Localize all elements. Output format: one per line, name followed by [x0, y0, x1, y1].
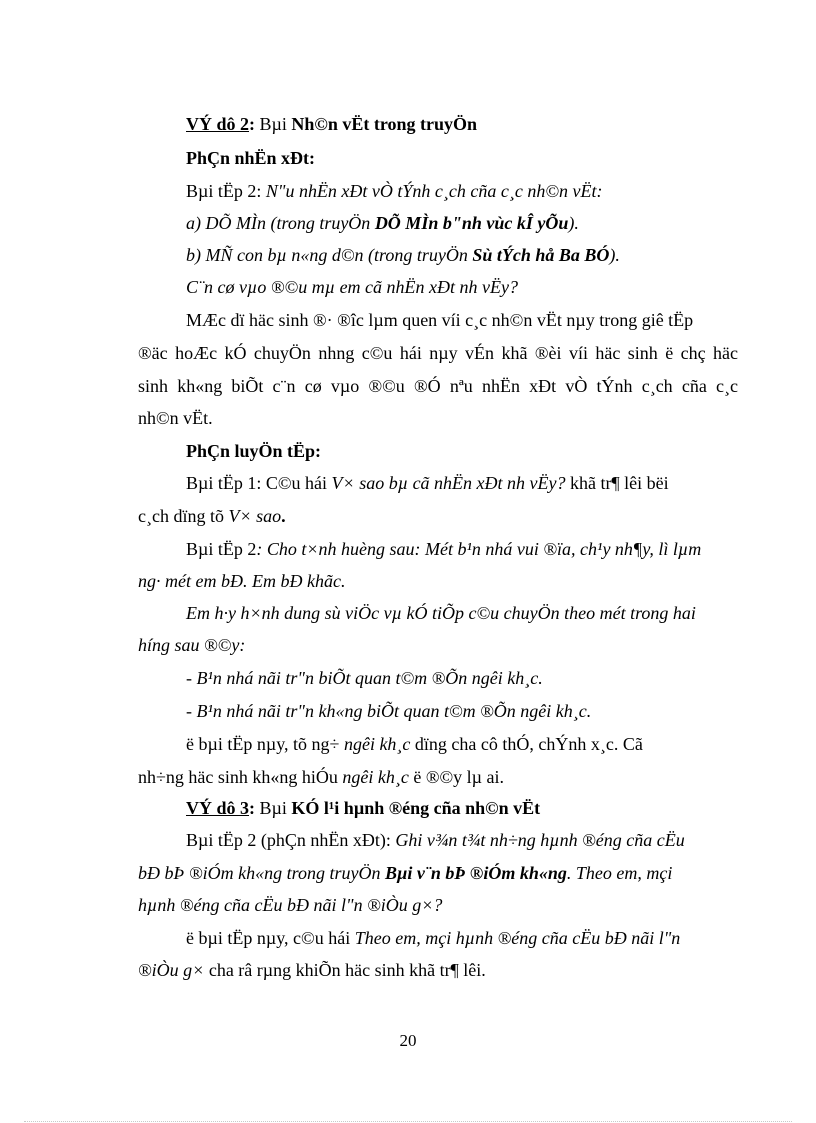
text-run: Bµi v¨n bÞ ®iÓm kh«ng [385, 863, 567, 883]
text-run: Bµi tËp 2: [186, 181, 266, 201]
text-run: ). [568, 213, 579, 233]
text-run: Bµi tËp 1: C©u hái [186, 473, 332, 493]
text-run: bÐ bÞ ®iÓm kh«ng trong truyÖn [138, 863, 385, 883]
text-run: - B¹n nhá nãi tr"n kh«ng biÕt quan t©m ®Õn ngêi kh¸c. [186, 701, 592, 721]
text-run: Bµi [259, 798, 292, 818]
text-run: N"u nhËn xÐt vÒ tÝnh c¸ch cña c¸c nh©n vËt: [265, 181, 603, 201]
paragraph-line [186, 926, 680, 950]
paragraph-line [138, 633, 245, 657]
text-run: dïng cha cô thÓ, chÝnh x¸c. Cã [410, 734, 643, 754]
paragraph-line [186, 732, 643, 756]
paragraph-line [138, 341, 738, 365]
text-run: nh÷ng häc sinh kh«ng hiÓu [138, 767, 343, 787]
page-number: 20 [399, 1031, 417, 1050]
paragraph-line [138, 374, 738, 398]
text-run: ®äc hoÆc kÓ chuyÖn nhng c©u hái nµy vÉn khã ®èi víi häc sinh ë chç häc [138, 343, 738, 363]
text-run: Sù tÝch hå Ba BÓ [472, 245, 610, 265]
text-run: DÕ MÌn b"nh vùc kÎ yÕu [374, 213, 569, 233]
text-run: ng· mét em bÐ. Em bÐ khãc. [138, 571, 346, 591]
text-run: - B¹n nhá nãi tr"n biÕt quan t©m ®Õn ngêi kh¸c. [186, 668, 543, 688]
text-run: c¸ch dïng tõ [138, 506, 229, 526]
text-run: ë bµi tËp nµy, c©u hái [186, 928, 355, 948]
paragraph-line [138, 861, 672, 885]
text-run: . Theo em, mçi [566, 863, 673, 883]
text-run: : [249, 114, 260, 134]
text-run: VÝ dô 2 [186, 114, 250, 134]
list-item [186, 699, 591, 723]
text-run: Em h·y h×nh dung sù viÖc vµ kÓ tiÕp c©u chuyÖn theo mét trong hai [186, 603, 696, 623]
list-item [186, 666, 543, 690]
paragraph-line [138, 958, 486, 982]
text-run: Bµi tËp 2 (phÇn nhËn xÐt): [186, 830, 396, 850]
text-run: nh©n vËt. [138, 408, 213, 428]
text-run: . [281, 506, 286, 526]
text-run: khã tr¶ lêi bëi [565, 473, 669, 493]
text-run: híng sau ®©y: [138, 635, 246, 655]
section-practice-heading [186, 439, 321, 463]
text-run: ngêi kh¸c [342, 767, 409, 787]
text-run: cha râ rµng khiÕn häc sinh khã tr¶ lêi. [204, 960, 486, 980]
example-2-heading [186, 112, 477, 136]
text-run: Nh©n vËt trong truyÖn [291, 114, 478, 134]
text-run: VÝ dô 3 [186, 798, 250, 818]
text-run: ®iÒu g× [138, 960, 205, 980]
text-run: MÆc dï häc sinh ®· ®îc lµm quen víi c¸c nh©n vËt nµy trong giê tËp [186, 310, 694, 330]
paragraph-line [138, 569, 345, 593]
paragraph-line [186, 601, 696, 625]
text-run: ë ®©y lµ ai. [408, 767, 505, 787]
text-run: Bµi tËp 2 [186, 539, 257, 559]
text-run: ). [609, 245, 620, 265]
exercise-line [186, 211, 579, 235]
paragraph-line [186, 828, 685, 852]
footer-divider [24, 1121, 792, 1122]
paragraph-line [138, 765, 504, 789]
paragraph-line [138, 504, 286, 528]
example-3-heading [186, 796, 540, 820]
text-run: sinh kh«ng biÕt c¨n cø vµo ®©u ®Ó nªu nhËn xÐt vÒ tÝnh c¸ch cña c¸c [138, 376, 738, 396]
text-run: : [249, 798, 260, 818]
text-run: Theo em, mçi hµnh ®éng cña cËu bÐ nãi l"n [354, 928, 681, 948]
text-run: Ghi v¾n t¾t nh÷ng hµnh ®éng cña cËu [395, 830, 685, 850]
text-run: : Cho t×nh huèng sau: Mét b¹n nhá vui ®ïa, ch¹y nh¶y, lì lµm [256, 539, 702, 559]
exercise-line [186, 275, 518, 299]
text-run: C¨n cø vµo ®©u mµ em cã nhËn xÐt nh vËy? [186, 277, 519, 297]
text-run: b) MÑ con bµ n«ng d©n (trong truyÖn [186, 245, 473, 265]
section-observation-heading [186, 146, 315, 170]
text-run: hµnh ®éng cña cËu bÐ nãi l"n ®iÒu g×? [138, 895, 443, 915]
text-run: Bµi [259, 114, 292, 134]
paragraph-line [186, 308, 693, 332]
paragraph-line [138, 406, 213, 430]
text-run: PhÇn luyÖn tËp: [186, 441, 322, 461]
exercise-line [186, 179, 603, 203]
text-run: V× sao bµ cã nhËn xÐt nh vËy? [331, 473, 566, 493]
text-run: a) DÕ MÌn (trong truyÖn [186, 213, 375, 233]
text-run: KÓ l¹i hµnh ®éng cña nh©n vËt [291, 798, 541, 818]
text-run: V× sao [228, 506, 282, 526]
text-run: ngêi kh¸c [343, 734, 411, 754]
paragraph-line [186, 537, 701, 561]
paragraph-line [138, 893, 442, 917]
exercise-line [186, 243, 620, 267]
paragraph-line [186, 471, 669, 495]
text-run: ë bµi tËp nµy, tõ ng÷ [186, 734, 344, 754]
text-run: PhÇn nhËn xÐt: [186, 148, 316, 168]
